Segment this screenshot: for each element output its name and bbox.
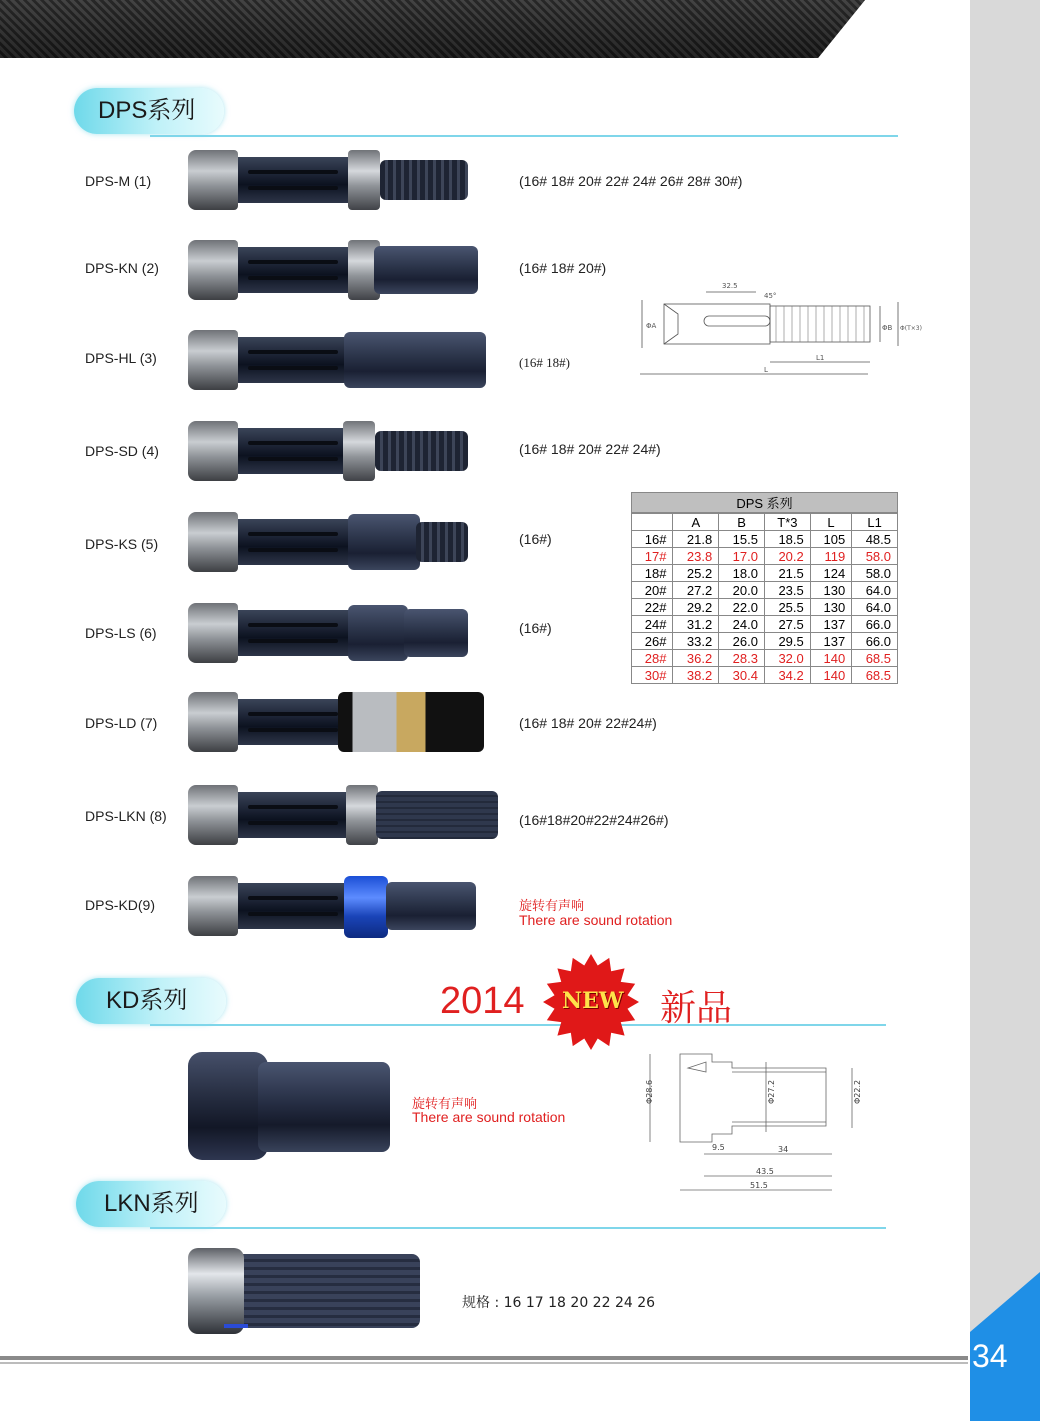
table-cell: 105	[810, 531, 851, 548]
product-name: DPS-KD(9)	[85, 897, 156, 913]
product-image-dps-m	[188, 150, 470, 210]
dps-dimension-table	[631, 492, 898, 684]
table-cell: 16#	[632, 531, 673, 548]
table-cell: 26.0	[719, 633, 765, 650]
table-cell: 66.0	[852, 633, 898, 650]
product-sizes: (16# 18# 20# 22# 24# 26# 28# 30#)	[519, 173, 743, 189]
product-image-dps-ls	[188, 603, 470, 663]
lkn-product-image	[188, 1248, 420, 1334]
bottom-rule-thin	[0, 1362, 968, 1364]
product-name: DPS-SD (4)	[85, 443, 159, 459]
table-row	[632, 616, 898, 633]
table-cell: 58.0	[852, 548, 898, 565]
section-title-dps: DPS系列	[98, 97, 196, 124]
table-cell: 140	[810, 650, 851, 667]
product-sizes: (16#)	[519, 620, 552, 636]
table-header-cell: L1	[852, 514, 898, 531]
dims-grid	[631, 513, 898, 684]
table-cell: 21.5	[764, 565, 810, 582]
product-sizes: (16# 18#)	[519, 355, 570, 370]
table-cell: 68.5	[852, 650, 898, 667]
table-row	[632, 565, 898, 582]
table-cell: 58.0	[852, 565, 898, 582]
kd-dim-l3: 43.5	[756, 1167, 774, 1176]
right-sidebar	[970, 0, 1040, 1421]
table-cell: 26#	[632, 633, 673, 650]
product-sizes: (16#)	[519, 531, 552, 547]
kd-dim-l4: 51.5	[750, 1181, 768, 1190]
table-header-cell	[632, 514, 673, 531]
section-title-kd: KD系列	[106, 987, 188, 1014]
section-rule-dps	[150, 135, 898, 137]
kd-dim-d3: Φ22.2	[853, 1079, 862, 1104]
product-name: DPS-KN (2)	[85, 260, 159, 276]
section-rule-kd	[150, 1024, 886, 1026]
new-badge-text: NEW	[562, 988, 624, 1014]
product-image-dps-ld	[188, 692, 484, 752]
table-cell: 18.5	[764, 531, 810, 548]
product-name: DPS-LS (6)	[85, 625, 157, 641]
lkn-spec: 规格 : 16 17 18 20 22 24 26	[462, 1295, 656, 1311]
section-title-lkn: LKN系列	[104, 1190, 199, 1217]
kd-dim-l1: 9.5	[712, 1143, 725, 1152]
table-cell: 48.5	[852, 531, 898, 548]
table-cell: 31.2	[673, 616, 719, 633]
table-cell: 27.2	[673, 582, 719, 599]
table-header-row	[632, 514, 898, 531]
table-header-cell: A	[673, 514, 719, 531]
table-cell: 140	[810, 667, 851, 684]
section-tab-kd	[76, 978, 226, 1024]
table-cell: 15.5	[719, 531, 765, 548]
dim-b: ΦB	[882, 324, 893, 332]
dim-a: ΦA	[646, 322, 657, 330]
table-cell: 29.5	[764, 633, 810, 650]
product-image-dps-lkn	[188, 785, 500, 845]
dim-top: 32.5	[722, 282, 738, 290]
table-cell: 17#	[632, 548, 673, 565]
table-cell: 119	[810, 548, 851, 565]
product-image-dps-sd	[188, 421, 470, 481]
table-cell: 17.0	[719, 548, 765, 565]
section-tab-dps	[74, 88, 224, 134]
table-cell: 20#	[632, 582, 673, 599]
table-row	[632, 599, 898, 616]
table-cell: 24#	[632, 616, 673, 633]
table-cell: 38.2	[673, 667, 719, 684]
kd-technical-drawing	[636, 1048, 862, 1196]
table-cell: 32.0	[764, 650, 810, 667]
dim-angle: 45°	[764, 292, 777, 300]
product-name: DPS-LD (7)	[85, 715, 158, 731]
kd-dim-l2: 34	[778, 1145, 789, 1154]
kd-note-en: There are sound rotation	[412, 1109, 566, 1125]
table-cell: 25.2	[673, 565, 719, 582]
table-cell: 25.5	[764, 599, 810, 616]
header-carbon-shade	[0, 0, 865, 58]
section-tab-lkn	[76, 1181, 226, 1227]
table-row	[632, 650, 898, 667]
table-cell: 28#	[632, 650, 673, 667]
table-cell: 18#	[632, 565, 673, 582]
table-cell: 24.0	[719, 616, 765, 633]
kd-note-cn: 旋转有声响	[412, 1097, 478, 1112]
table-cell: 130	[810, 599, 851, 616]
table-header-cell: B	[719, 514, 765, 531]
table-cell: 20.2	[764, 548, 810, 565]
dps-technical-drawing	[636, 278, 922, 382]
table-row	[632, 582, 898, 599]
product-sizes: (16# 18# 20# 22# 24#)	[519, 441, 661, 457]
table-cell: 137	[810, 616, 851, 633]
table-cell: 20.0	[719, 582, 765, 599]
table-cell: 124	[810, 565, 851, 582]
table-cell: 66.0	[852, 616, 898, 633]
section-rule-lkn	[150, 1227, 886, 1229]
kd-year: 2014	[440, 980, 525, 1022]
dim-l: L	[764, 366, 768, 374]
table-cell: 30#	[632, 667, 673, 684]
product-image-dps-kn	[188, 240, 480, 300]
product-name: DPS-M (1)	[85, 173, 152, 189]
table-header-cell: T*3	[764, 514, 810, 531]
table-cell: 30.4	[719, 667, 765, 684]
product-sizes: (16# 18# 20# 22#24#)	[519, 715, 657, 731]
table-cell: 22.0	[719, 599, 765, 616]
table-cell: 23.5	[764, 582, 810, 599]
table-cell: 64.0	[852, 582, 898, 599]
product-note-en: There are sound rotation	[519, 912, 673, 928]
kd-dim-d1: Φ28.6	[645, 1079, 654, 1104]
product-image-dps-kd	[188, 876, 478, 936]
dim-l1: L1	[816, 354, 825, 362]
table-cell: 23.8	[673, 548, 719, 565]
page-number: 34	[972, 1338, 1008, 1374]
table-cell: 22#	[632, 599, 673, 616]
table-cell: 34.2	[764, 667, 810, 684]
table-cell: 28.3	[719, 650, 765, 667]
product-name: DPS-KS (5)	[85, 536, 159, 552]
table-cell: 18.0	[719, 565, 765, 582]
table-cell: 33.2	[673, 633, 719, 650]
product-sizes: (16#18#20#22#24#26#)	[519, 812, 669, 828]
table-cell: 27.5	[764, 616, 810, 633]
table-row	[632, 548, 898, 565]
table-cell: 21.8	[673, 531, 719, 548]
kd-new-cn: 新品	[660, 988, 733, 1029]
table-cell: 29.2	[673, 599, 719, 616]
product-image-dps-ks	[188, 512, 470, 572]
table-row	[632, 633, 898, 650]
kd-dim-d2: Φ27.2	[767, 1079, 776, 1104]
product-name: DPS-LKN (8)	[85, 808, 167, 824]
kd-product-image	[188, 1052, 390, 1160]
dim-t: Φ(T×3)	[900, 325, 922, 332]
table-row	[632, 667, 898, 684]
product-image-dps-hl	[188, 330, 488, 390]
table-cell: 137	[810, 633, 851, 650]
table-cell: 68.5	[852, 667, 898, 684]
table-title: DPS 系列	[631, 492, 898, 513]
table-cell: 130	[810, 582, 851, 599]
bottom-rule	[0, 1356, 968, 1360]
table-header-cell: L	[810, 514, 851, 531]
product-sizes: (16# 18# 20#)	[519, 260, 607, 276]
table-row	[632, 531, 898, 548]
product-note-cn: 旋转有声响	[519, 898, 585, 913]
table-cell: 64.0	[852, 599, 898, 616]
table-cell: 36.2	[673, 650, 719, 667]
product-name: DPS-HL (3)	[85, 350, 157, 366]
